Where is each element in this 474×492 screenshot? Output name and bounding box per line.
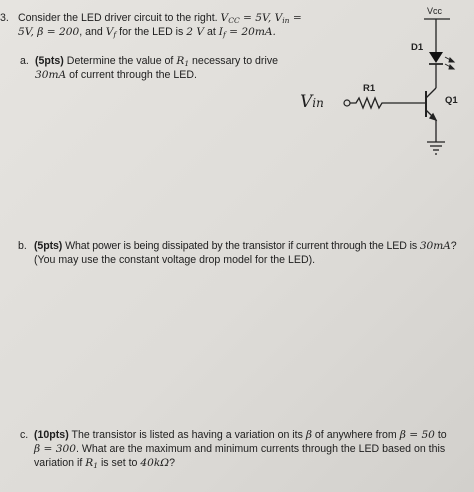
part-b-text: ? — [450, 240, 457, 252]
r1-subscript: 1 — [93, 461, 98, 470]
part-b-label: b. — [18, 240, 27, 252]
vin-subscript: in — [282, 16, 290, 25]
ground-icon — [427, 142, 445, 154]
part-a-points: (5pts) — [35, 55, 64, 67]
r1-symbol: R — [176, 55, 185, 67]
r1-label: R1 — [363, 83, 376, 94]
problem-intro-line2 — [18, 26, 276, 41]
problem-number: 3. — [0, 12, 9, 24]
q1-label: Q1 — [445, 95, 458, 106]
intro-text: , and — [79, 26, 106, 38]
part-b-line1 — [34, 240, 457, 253]
part-a-label: a. — [20, 55, 29, 67]
part-c-text: variation if — [34, 457, 86, 469]
problem-intro-line1 — [18, 12, 302, 27]
part-a-text: necessary to drive — [189, 55, 279, 67]
vcc-value: = 5V, V — [239, 12, 283, 24]
part-c-text: . What are the maximum and minimum currents through the LED based on this — [75, 443, 446, 455]
vin-equals: = — [289, 12, 302, 24]
if-subscript: f — [222, 30, 226, 39]
part-a-text: of current through the LED. — [66, 69, 197, 81]
if-symbol: I — [218, 26, 223, 38]
part-c-text: The transistor is listed as having a variation on its — [68, 429, 306, 441]
vf-value: 2 V — [186, 26, 205, 38]
resistor-r1 — [350, 98, 426, 108]
part-c-points: (10pts) — [34, 429, 69, 441]
part-b-line2: (You may use the constant voltage drop model for the LED). — [34, 254, 316, 266]
intro-text: Consider the LED driver circuit to the right. — [18, 12, 221, 24]
r1-subscript: 1 — [184, 59, 190, 68]
vf-subscript: f — [113, 30, 117, 39]
beta-value: β = 200 — [37, 26, 80, 38]
light-emission-arrows-icon — [445, 57, 454, 69]
d1-label: D1 — [411, 42, 424, 53]
part-c-line3 — [34, 457, 175, 472]
vin-value: 5V, — [18, 26, 38, 38]
part-b-points: (5pts) — [34, 240, 63, 252]
vin-label — [300, 92, 324, 112]
part-a-line2 — [35, 69, 197, 82]
led-driver-circuit — [290, 0, 474, 170]
vcc-subscript: CC — [228, 16, 240, 25]
part-a-line1 — [35, 55, 278, 70]
beta-symbol: β — [305, 429, 312, 441]
vin-symbol: V — [300, 92, 313, 112]
current-value: 30mA — [35, 69, 67, 81]
vcc-label: Vcc — [427, 6, 443, 16]
current-value: 30mA — [419, 240, 451, 252]
part-b-text: What power is being dissipated by the transistor if current through the LED is — [62, 240, 420, 252]
part-c-text: to — [434, 429, 447, 441]
part-c-line2 — [34, 443, 445, 456]
r1-symbol: R — [85, 457, 94, 469]
resistor-value: 40kΩ — [140, 457, 170, 469]
part-c-text: ? — [169, 457, 175, 469]
intro-text: at — [204, 26, 219, 38]
beta-max: β = 300 — [34, 443, 76, 455]
part-a-text: Determine the value of — [63, 55, 177, 67]
vin-terminal — [344, 100, 350, 106]
led-d1 — [429, 52, 443, 80]
transistor-q1 — [426, 80, 436, 142]
vf-symbol: V — [105, 26, 114, 38]
part-c-label: c. — [20, 429, 29, 441]
if-value: = 20mA. — [225, 26, 276, 38]
intro-text: for the LED is — [116, 26, 187, 38]
vcc-symbol: V — [220, 12, 229, 24]
vin-subscript: in — [312, 96, 324, 110]
part-c-line1 — [34, 429, 447, 442]
part-c-text: is set to — [98, 457, 141, 469]
part-c-text: of anywhere from — [311, 429, 400, 441]
beta-min: β = 50 — [399, 429, 435, 441]
